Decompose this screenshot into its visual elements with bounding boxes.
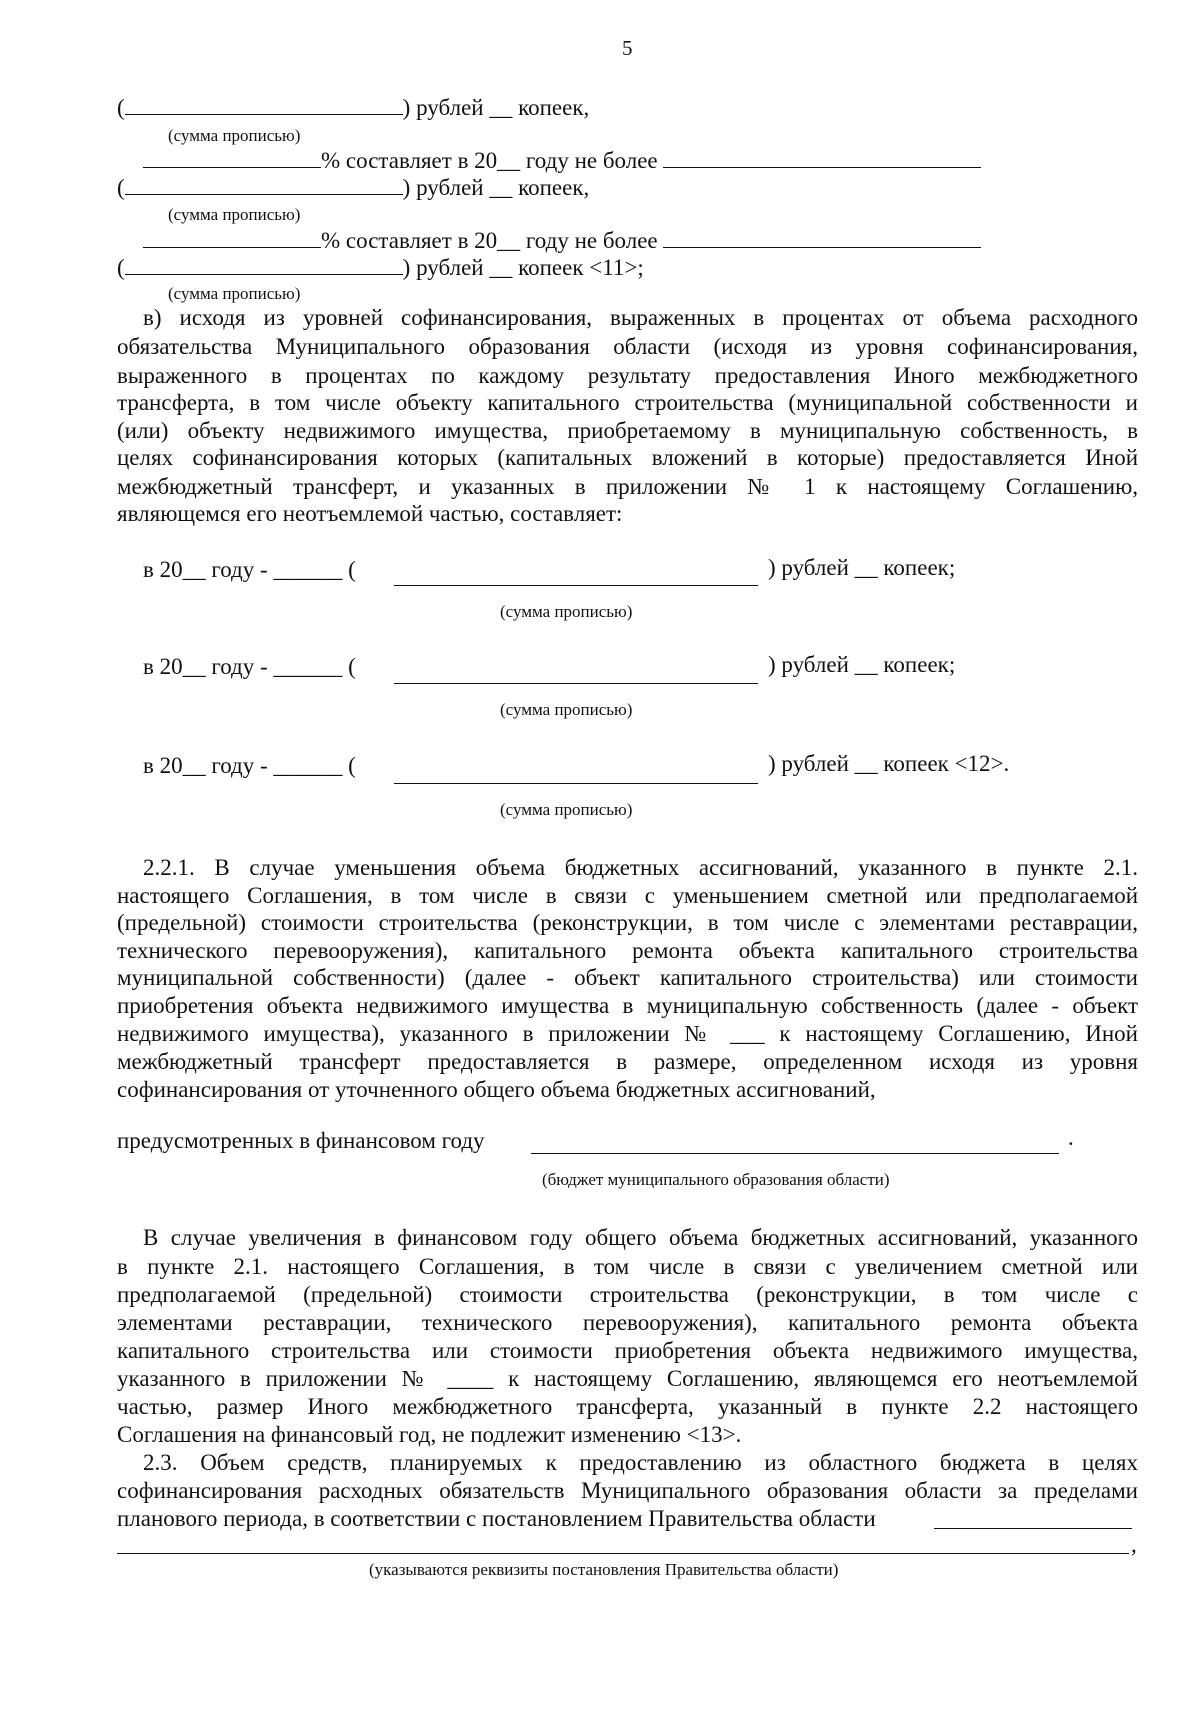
paragraph-2-2-1-line: недвижимого имущества), указанного в приложении № ___ к настоящему Соглашению, Иной	[117, 1021, 1138, 1046]
paragraph-increase-line: предполагаемой (предельной) стоимости строительства (реконструкции, в том числе с	[117, 1282, 1138, 1307]
amount-line-2-suffix: ) рублей __ копеек,	[402, 175, 590, 200]
fin-year-caption: (бюджет муниципального образования области)	[542, 1170, 890, 1189]
fin-year-blank-line	[531, 1153, 1059, 1154]
paragraph-2-3-caption: (указываются реквизиты постановления Правительства области)	[369, 1560, 839, 1579]
sum-caption-3: (сумма прописью)	[168, 284, 301, 303]
amount-line-1-suffix: ) рублей __ копеек,	[402, 95, 590, 120]
paragraph-2-3-line: планового периода, в соответствии с постановлением Правительства области	[117, 1506, 876, 1531]
paragraph-2-3-blank-inline	[934, 1528, 1132, 1529]
year-row-caption: (сумма прописью)	[500, 602, 633, 621]
year-row-sum-line	[394, 585, 758, 586]
paragraph-2-2-1-line: настоящего Соглашения, в том числе в связи с уменьшением сметной или предполагаемой	[117, 883, 1138, 908]
paragraph-increase-line: элементами реставрации, технического перевооружения), капитального ремонта объекта	[117, 1310, 1138, 1335]
amount-line-3: ( ) рублей __ копеек <11>;	[117, 255, 644, 280]
year-row-prefix: в 20__ году - ______ (	[143, 753, 356, 778]
amount-line-2: ( ) рублей __ копеек,	[117, 175, 590, 200]
paragraph-v-line: в) исходя из уровней софинансирования, выраженных в процентах от объема расходного	[143, 305, 1138, 330]
paragraph-v-line: выраженного в процентах по каждому результату предоставления Иного межбюджетного	[117, 363, 1138, 388]
sum-caption-1: (сумма прописью)	[168, 126, 301, 145]
paragraph-increase-line: капитального строительства или стоимости приобретения объекта недвижимого имущества,	[117, 1338, 1138, 1363]
percent-line-1-text: % составляет в 20__ году не более	[321, 148, 658, 173]
year-row-suffix: ) рублей __ копеек;	[768, 652, 956, 677]
year-row-suffix: ) рублей __ копеек <12>.	[768, 751, 1010, 776]
paragraph-v-line: межбюджетный трансферт, и указанных в приложении № 1 к настоящему Соглашению,	[117, 474, 1138, 499]
amount-line-1: ( ) рублей __ копеек,	[117, 95, 590, 120]
percent-line-1	[143, 149, 981, 172]
paragraph-2-3-blank-full	[117, 1553, 1129, 1554]
year-row-sum-line	[394, 683, 758, 684]
amount-line-3-suffix: ) рублей __ копеек <11>;	[402, 255, 644, 280]
fin-year-label: предусмотренных в финансовом году	[117, 1128, 485, 1153]
percent-line-2	[143, 229, 981, 252]
year-row-sum-line	[394, 783, 758, 784]
paragraph-2-3-line: софинансирования расходных обязательств Муниципального образования области за пределами	[117, 1478, 1138, 1503]
paragraph-2-2-1-line: 2.2.1. В случае уменьшения объема бюджетных ассигнований, указанного в пункте 2.1.	[143, 855, 1138, 880]
year-row-prefix: в 20__ году - ______ (	[143, 557, 356, 582]
page-number: 5	[622, 36, 633, 60]
year-row-caption: (сумма прописью)	[500, 700, 633, 719]
paragraph-increase-line: указанного в приложении № ____ к настоящему Соглашению, являющемся его неотъемлемой	[117, 1366, 1138, 1391]
paragraph-2-2-1-line: (предельной) стоимости строительства (реконструкции, в том числе с элементами реставрации,	[117, 910, 1138, 935]
paragraph-v-line: трансферта, в том числе объекту капитального строительства (муниципальной собственности и	[117, 390, 1138, 415]
paragraph-v-line: (или) объекту недвижимого имущества, приобретаемому в муниципальную собственность, в	[117, 418, 1138, 443]
paragraph-2-2-1-line: технического перевооружения), капитального ремонта объекта капитального строительства	[117, 938, 1138, 963]
paragraph-2-3-end: ,	[1131, 1532, 1137, 1557]
percent-line-2-text: % составляет в 20__ году не более	[321, 228, 658, 253]
year-row-caption: (сумма прописью)	[500, 800, 633, 819]
paragraph-2-3-line: 2.3. Объем средств, планируемых к предоставлению из областного бюджета в целях	[143, 1450, 1138, 1475]
paragraph-increase-line: в пункте 2.1. настоящего Соглашения, в том числе в связи с увеличением сметной или	[117, 1254, 1138, 1279]
paragraph-v-line: целях софинансирования которых (капитальных вложений в которые) предоставляется Иной	[117, 445, 1138, 470]
year-row-suffix: ) рублей __ копеек;	[768, 555, 956, 580]
paragraph-2-2-1-line: межбюджетный трансферт предоставляется в размере, определенном исходя из уровня	[117, 1049, 1138, 1074]
fin-year-end: .	[1068, 1125, 1074, 1150]
paragraph-2-2-1-line: приобретения объекта недвижимого имущества в муниципальную собственность (далее - объект	[117, 993, 1138, 1018]
year-row-prefix: в 20__ году - ______ (	[143, 654, 356, 679]
paragraph-v-line: являющемся его неотъемлемой частью, составляет:	[117, 501, 623, 526]
paragraph-increase-line: В случае увеличения в финансовом году общего объема бюджетных ассигнований, указанного	[143, 1225, 1138, 1250]
paragraph-2-2-1-line: муниципальной собственности) (далее - объект капитального строительства) или стоимости	[117, 965, 1138, 990]
paragraph-v-line: обязательства Муниципального образования области (исходя из уровня софинансирования,	[117, 334, 1138, 359]
paragraph-2-2-1-line: софинансирования от уточненного общего объема бюджетных ассигнований,	[117, 1077, 876, 1102]
paragraph-increase-line: частью, размер Иного межбюджетного трансферта, указанный в пункте 2.2 настоящего	[117, 1394, 1138, 1419]
sum-caption-2: (сумма прописью)	[168, 205, 301, 224]
paragraph-increase-line: Соглашения на финансовый год, не подлежит изменению <13>.	[117, 1422, 742, 1447]
